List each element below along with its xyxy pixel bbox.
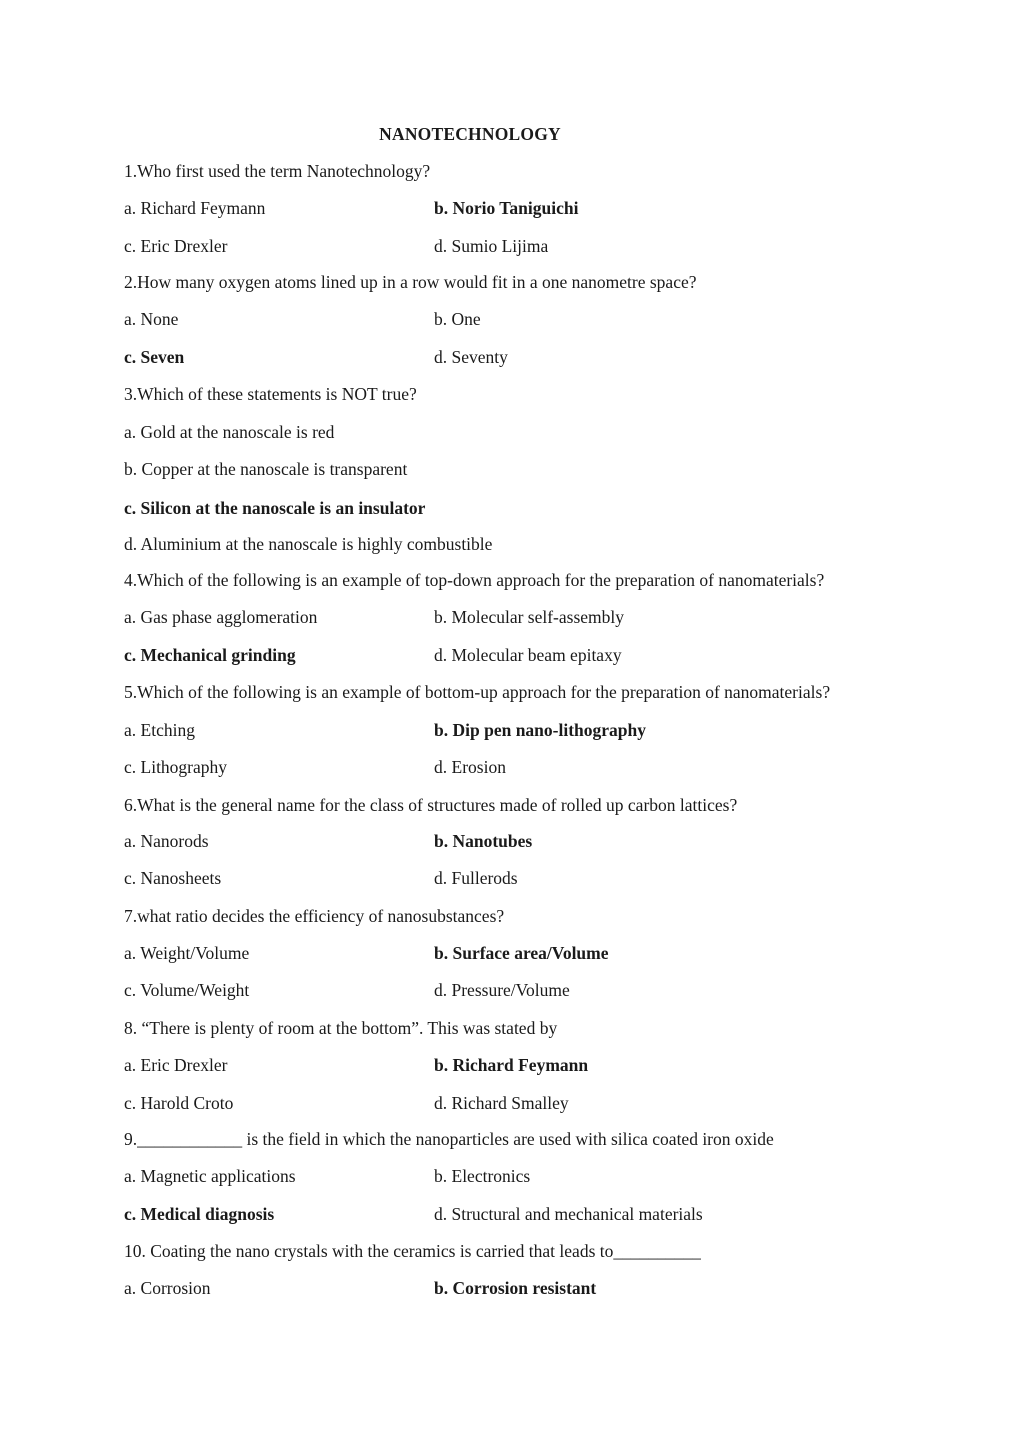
q5-option-c: c. Lithography bbox=[124, 757, 228, 777]
document-title: NANOTECHNOLOGY bbox=[379, 124, 561, 144]
question-5: 5.Which of the following is an example of bottom-up approach for the preparation of nanomaterials? bbox=[124, 682, 831, 702]
q7-option-d: d. Pressure/Volume bbox=[434, 980, 570, 1000]
q6-option-c: c. Nanosheets bbox=[124, 868, 222, 888]
q4-option-d: d. Molecular beam epitaxy bbox=[434, 645, 622, 665]
question-2: 2.How many oxygen atoms lined up in a row would fit in a one nanometre space? bbox=[124, 272, 697, 292]
q4-option-a: a. Gas phase agglomeration bbox=[124, 607, 318, 627]
q7-option-c: c. Volume/Weight bbox=[124, 980, 250, 1000]
q2-option-b: b. One bbox=[434, 309, 481, 329]
q4-option-c-answer: c. Mechanical grinding bbox=[124, 645, 296, 665]
question-8: 8. “There is plenty of room at the bottom”. This was stated by bbox=[124, 1018, 558, 1038]
question-4: 4.Which of the following is an example of top-down approach for the preparation of nanomaterials? bbox=[124, 570, 825, 590]
q8-option-b-answer: b. Richard Feymann bbox=[434, 1055, 589, 1075]
q6-option-a: a. Nanorods bbox=[124, 831, 209, 851]
q10-option-b-answer: b. Corrosion resistant bbox=[434, 1278, 597, 1298]
q2-option-a: a. None bbox=[124, 309, 179, 329]
q7-option-b-answer: b. Surface area/Volume bbox=[434, 943, 609, 963]
q9-option-c-answer: c. Medical diagnosis bbox=[124, 1204, 275, 1224]
question-1: 1.Who first used the term Nanotechnology? bbox=[124, 161, 431, 181]
q5-option-a: a. Etching bbox=[124, 720, 195, 740]
q10-option-a: a. Corrosion bbox=[124, 1278, 211, 1298]
question-6: 6.What is the general name for the class of structures made of rolled up carbon lattices? bbox=[124, 795, 738, 815]
q6-option-d: d. Fullerods bbox=[434, 868, 518, 888]
q3-option-d: d. Aluminium at the nanoscale is highly combustible bbox=[124, 534, 493, 554]
question-3: 3.Which of these statements is NOT true? bbox=[124, 384, 417, 404]
question-9: 9.____________ is the field in which the nanoparticles are used with silica coated iron oxide bbox=[124, 1129, 774, 1149]
q3-option-b: b. Copper at the nanoscale is transparent bbox=[124, 459, 408, 479]
q1-option-b-answer: b. Norio Taniguichi bbox=[434, 198, 579, 218]
q2-option-c-answer: c. Seven bbox=[124, 347, 185, 367]
q5-option-d: d. Erosion bbox=[434, 757, 506, 777]
q8-option-d: d. Richard Smalley bbox=[434, 1093, 569, 1113]
q1-option-d: d. Sumio Lijima bbox=[434, 236, 549, 256]
q8-option-c: c. Harold Croto bbox=[124, 1093, 234, 1113]
q9-option-d: d. Structural and mechanical materials bbox=[434, 1204, 703, 1224]
q1-option-c: c. Eric Drexler bbox=[124, 236, 228, 256]
q8-option-a: a. Eric Drexler bbox=[124, 1055, 228, 1075]
question-7: 7.what ratio decides the efficiency of nanosubstances? bbox=[124, 906, 505, 926]
q4-option-b: b. Molecular self-assembly bbox=[434, 607, 625, 627]
q2-option-d: d. Seventy bbox=[434, 347, 508, 367]
q6-option-b-answer: b. Nanotubes bbox=[434, 831, 533, 851]
q3-option-c-answer: c. Silicon at the nanoscale is an insulator bbox=[124, 498, 426, 518]
q7-option-a: a. Weight/Volume bbox=[124, 943, 250, 963]
q5-option-b-answer: b. Dip pen nano-lithography bbox=[434, 720, 647, 740]
q9-option-a: a. Magnetic applications bbox=[124, 1166, 296, 1186]
q1-option-a: a. Richard Feymann bbox=[124, 198, 266, 218]
question-10: 10. Coating the nano crystals with the ceramics is carried that leads to__________ bbox=[124, 1241, 701, 1261]
q9-option-b: b. Electronics bbox=[434, 1166, 531, 1186]
q3-option-a: a. Gold at the nanoscale is red bbox=[124, 422, 335, 442]
